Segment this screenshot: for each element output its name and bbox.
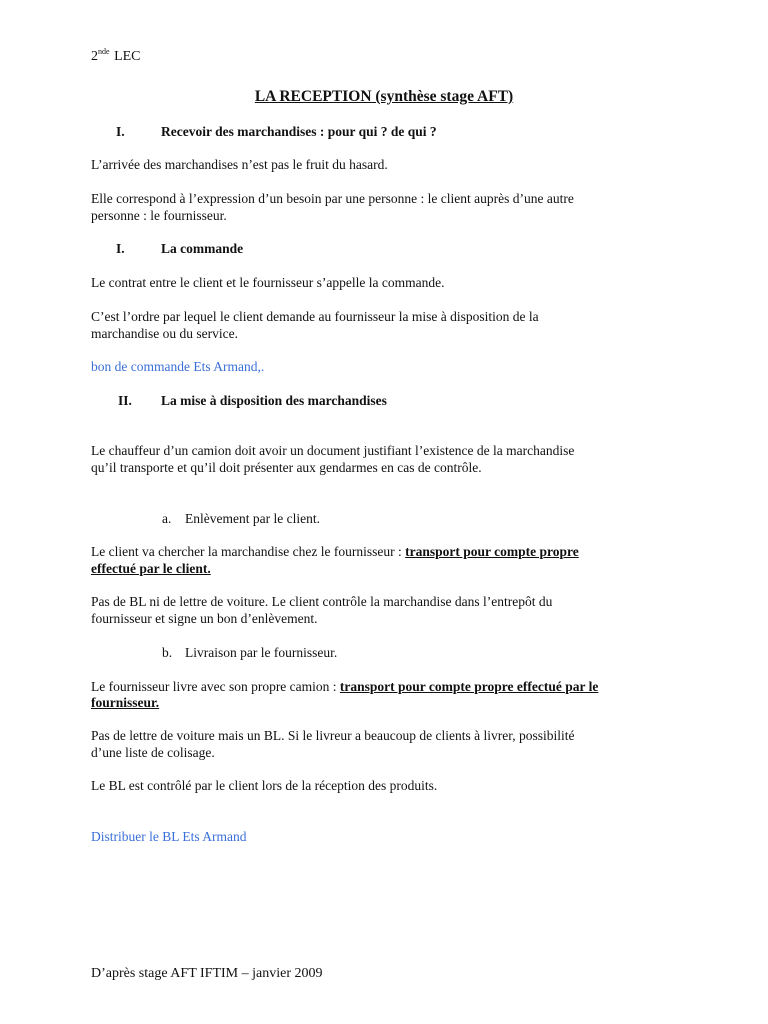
paragraph: Le contrat entre le client et le fournisseur s’appelle la commande.: [91, 275, 445, 290]
paragraph-line: Le chauffeur d’un camion doit avoir un document justifiant l’existence de la marchandise: [91, 443, 575, 458]
subitem-letter: a.: [162, 511, 172, 526]
subitem-text: Livraison par le fournisseur.: [185, 645, 338, 660]
paragraph-line: C’est l’ordre par lequel le client demande au fournisseur la mise à disposition de la: [91, 309, 539, 324]
paragraph-line: Elle correspond à l’expression d’un besoin par une personne : le client auprès d’une autre: [91, 191, 574, 206]
paragraph: L’arrivée des marchandises n’est pas le fruit du hasard.: [91, 157, 388, 172]
subitem-text: Enlèvement par le client.: [185, 511, 320, 526]
paragraph-line: marchandise ou du service.: [91, 326, 238, 341]
subitem-letter: b.: [162, 645, 173, 660]
subitem-a: [162, 510, 320, 527]
footer: D’après stage AFT IFTIM – janvier 2009: [91, 966, 323, 981]
class-prefix: 2: [91, 49, 98, 64]
bon-de-commande-link[interactable]: bon de commande Ets Armand,.: [91, 359, 265, 374]
paragraph-text: Le client va chercher la marchandise chez le fournisseur :: [91, 544, 406, 559]
paragraph-line: [91, 543, 579, 560]
class-superscript: nde: [98, 47, 110, 56]
paragraph-line: personne : le fournisseur.: [91, 208, 227, 223]
class-header: [91, 43, 141, 65]
subitem-b: [162, 644, 337, 661]
paragraph-line: [91, 678, 598, 695]
paragraph-line: Pas de lettre de voiture mais un BL. Si le livreur a beaucoup de clients à livrer, possibilité: [91, 728, 575, 743]
emphasis-text: transport pour compte propre effectué par le: [339, 679, 599, 694]
section-heading-1: [91, 123, 437, 140]
section-number: II.: [118, 393, 132, 408]
emphasis-text: transport pour compte propre: [405, 544, 579, 559]
emphasis-text: effectué par le client.: [91, 561, 211, 576]
distribuer-bl-link[interactable]: Distribuer le BL Ets Armand: [91, 829, 247, 844]
section-heading-3: [91, 392, 387, 409]
section-number: I.: [116, 124, 125, 139]
section-title: Recevoir des marchandises : pour qui ? de qui ?: [161, 124, 437, 139]
paragraph-line: qu’il transporte et qu’il doit présenter aux gendarmes en cas de contrôle.: [91, 460, 482, 475]
section-title: La commande: [161, 241, 244, 256]
class-suffix: LEC: [114, 49, 141, 64]
paragraph: Le BL est contrôlé par le client lors de la réception des produits.: [91, 778, 438, 793]
paragraph-text: Le fournisseur livre avec son propre camion :: [91, 679, 340, 694]
paragraph-line: fournisseur et signe un bon d’enlèvement.: [91, 611, 318, 626]
paragraph-line: d’une liste de colisage.: [91, 745, 215, 760]
section-heading-2: [91, 240, 243, 257]
section-number: I.: [116, 241, 125, 256]
section-title: La mise à disposition des marchandises: [161, 393, 387, 408]
paragraph-line: Pas de BL ni de lettre de voiture. Le client contrôle la marchandise dans l’entrepôt du: [91, 594, 553, 609]
page-title: LA RECEPTION (synthèse stage AFT): [254, 88, 514, 105]
emphasis-text: fournisseur.: [91, 695, 160, 710]
